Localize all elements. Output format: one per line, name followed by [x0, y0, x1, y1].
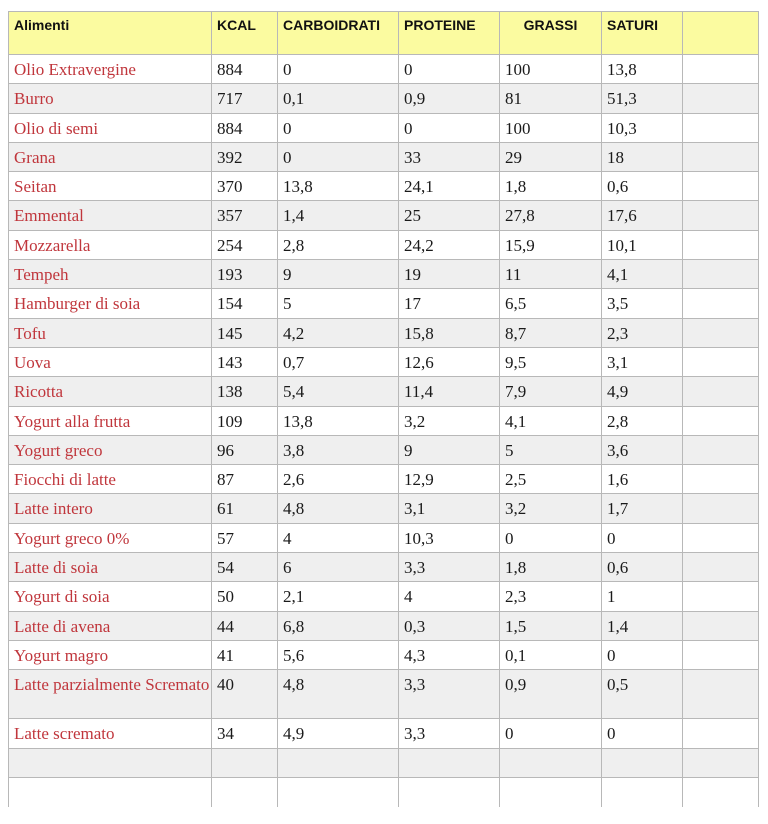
saturated-cell: 0: [602, 640, 683, 669]
empty-cell: [683, 748, 759, 777]
fat-cell: 1,8: [500, 172, 602, 201]
table-row: [9, 494, 759, 523]
carb-cell: 0,1: [278, 84, 399, 113]
empty-cell: [683, 318, 759, 347]
carb-cell: 9: [278, 260, 399, 289]
fat-cell: 29: [500, 142, 602, 171]
empty-cell: [683, 611, 759, 640]
table-body: [9, 55, 759, 808]
fat-cell: 5: [500, 435, 602, 464]
food-name-cell: Grana: [9, 142, 212, 171]
header-grassi: GRASSI: [500, 12, 602, 55]
carb-cell: 4,2: [278, 318, 399, 347]
table-row: [9, 230, 759, 259]
empty-cell: [9, 748, 212, 777]
protein-cell: 15,8: [399, 318, 500, 347]
empty-cell: [683, 201, 759, 230]
saturated-cell: 0: [602, 523, 683, 552]
carb-cell: 1,4: [278, 201, 399, 230]
food-name-cell: Hamburger di soia: [9, 289, 212, 318]
protein-cell: 4,3: [399, 640, 500, 669]
kcal-cell: 370: [212, 172, 278, 201]
empty-cell: [9, 777, 212, 807]
protein-cell: 3,3: [399, 670, 500, 719]
protein-cell: 10,3: [399, 523, 500, 552]
empty-cell: [683, 230, 759, 259]
carb-cell: 0: [278, 142, 399, 171]
kcal-cell: 57: [212, 523, 278, 552]
empty-cell: [602, 777, 683, 807]
kcal-cell: 40: [212, 670, 278, 719]
table-row: [9, 113, 759, 142]
protein-cell: 25: [399, 201, 500, 230]
kcal-cell: 154: [212, 289, 278, 318]
empty-cell: [683, 582, 759, 611]
empty-cell: [683, 347, 759, 376]
table-row: [9, 670, 759, 719]
empty-cell: [500, 777, 602, 807]
empty-cell: [683, 113, 759, 142]
empty-cell: [212, 748, 278, 777]
food-name-cell: Latte scremato: [9, 719, 212, 748]
empty-cell: [683, 465, 759, 494]
saturated-cell: 10,1: [602, 230, 683, 259]
saturated-cell: 0,6: [602, 172, 683, 201]
header-alimenti: Alimenti: [9, 12, 212, 55]
empty-cell: [683, 289, 759, 318]
empty-cell: [683, 719, 759, 748]
saturated-cell: 0,6: [602, 553, 683, 582]
header-row: [9, 12, 759, 55]
fat-cell: 2,3: [500, 582, 602, 611]
empty-cell: [500, 748, 602, 777]
kcal-cell: 145: [212, 318, 278, 347]
fat-cell: 6,5: [500, 289, 602, 318]
fat-cell: 81: [500, 84, 602, 113]
saturated-cell: 1: [602, 582, 683, 611]
empty-cell: [278, 748, 399, 777]
empty-cell: [683, 553, 759, 582]
protein-cell: 24,1: [399, 172, 500, 201]
kcal-cell: 392: [212, 142, 278, 171]
table-row: [9, 347, 759, 376]
kcal-cell: 87: [212, 465, 278, 494]
empty-cell: [683, 523, 759, 552]
saturated-cell: 10,3: [602, 113, 683, 142]
protein-cell: 3,3: [399, 719, 500, 748]
saturated-cell: 51,3: [602, 84, 683, 113]
food-name-cell: Latte intero: [9, 494, 212, 523]
table-row: [9, 435, 759, 464]
food-name-cell: Uova: [9, 347, 212, 376]
food-name-cell: Yogurt greco: [9, 435, 212, 464]
empty-cell: [212, 777, 278, 807]
protein-cell: 17: [399, 289, 500, 318]
header-carboidrati: CARBOIDRATI: [278, 12, 399, 55]
saturated-cell: 3,1: [602, 347, 683, 376]
kcal-cell: 193: [212, 260, 278, 289]
empty-cell: [683, 142, 759, 171]
carb-cell: 4,9: [278, 719, 399, 748]
carb-cell: 4,8: [278, 670, 399, 719]
empty-cell: [399, 777, 500, 807]
table-row: [9, 553, 759, 582]
saturated-cell: 3,5: [602, 289, 683, 318]
protein-cell: 0,9: [399, 84, 500, 113]
kcal-cell: 138: [212, 377, 278, 406]
empty-cell: [683, 494, 759, 523]
food-name-cell: Fiocchi di latte: [9, 465, 212, 494]
table-row: [9, 406, 759, 435]
saturated-cell: 2,3: [602, 318, 683, 347]
empty-cell: [683, 84, 759, 113]
table-row: [9, 640, 759, 669]
table-row: [9, 260, 759, 289]
empty-cell: [683, 55, 759, 84]
empty-cell: [683, 260, 759, 289]
protein-cell: 3,3: [399, 553, 500, 582]
protein-cell: 9: [399, 435, 500, 464]
fat-cell: 1,5: [500, 611, 602, 640]
food-name-cell: Latte parzialmente Scremato: [9, 670, 212, 719]
fat-cell: 0,1: [500, 640, 602, 669]
table-row: [9, 719, 759, 748]
food-name-cell: Yogurt alla frutta: [9, 406, 212, 435]
food-name-cell: Olio Extravergine: [9, 55, 212, 84]
carb-cell: 4,8: [278, 494, 399, 523]
fat-cell: 0: [500, 523, 602, 552]
blank-row: [9, 748, 759, 777]
food-name-cell: Emmental: [9, 201, 212, 230]
empty-cell: [602, 748, 683, 777]
empty-cell: [683, 172, 759, 201]
kcal-cell: 44: [212, 611, 278, 640]
empty-cell: [683, 777, 759, 807]
food-name-cell: Yogurt di soia: [9, 582, 212, 611]
fat-cell: 11: [500, 260, 602, 289]
empty-cell: [683, 406, 759, 435]
food-name-cell: Burro: [9, 84, 212, 113]
empty-cell: [683, 435, 759, 464]
carb-cell: 5,4: [278, 377, 399, 406]
fat-cell: 27,8: [500, 201, 602, 230]
food-name-cell: Tempeh: [9, 260, 212, 289]
saturated-cell: 0,5: [602, 670, 683, 719]
blank-row: [9, 777, 759, 807]
food-name-cell: Tofu: [9, 318, 212, 347]
kcal-cell: 884: [212, 113, 278, 142]
fat-cell: 2,5: [500, 465, 602, 494]
fat-cell: 1,8: [500, 553, 602, 582]
empty-cell: [399, 748, 500, 777]
carb-cell: 5: [278, 289, 399, 318]
protein-cell: 4: [399, 582, 500, 611]
kcal-cell: 254: [212, 230, 278, 259]
table-row: [9, 142, 759, 171]
fat-cell: 9,5: [500, 347, 602, 376]
header-saturi: SATURI: [602, 12, 683, 55]
food-name-cell: Olio di semi: [9, 113, 212, 142]
table-row: [9, 582, 759, 611]
food-name-cell: Yogurt magro: [9, 640, 212, 669]
fat-cell: 15,9: [500, 230, 602, 259]
carb-cell: 0: [278, 55, 399, 84]
protein-cell: 33: [399, 142, 500, 171]
table-row: [9, 289, 759, 318]
food-name-cell: Seitan: [9, 172, 212, 201]
saturated-cell: 18: [602, 142, 683, 171]
kcal-cell: 143: [212, 347, 278, 376]
fat-cell: 0: [500, 719, 602, 748]
kcal-cell: 54: [212, 553, 278, 582]
nutrition-table-sheet: [8, 11, 758, 807]
protein-cell: 12,9: [399, 465, 500, 494]
food-name-cell: Latte di avena: [9, 611, 212, 640]
kcal-cell: 884: [212, 55, 278, 84]
saturated-cell: 4,1: [602, 260, 683, 289]
carb-cell: 13,8: [278, 172, 399, 201]
saturated-cell: 1,7: [602, 494, 683, 523]
carb-cell: 0,7: [278, 347, 399, 376]
carb-cell: 2,8: [278, 230, 399, 259]
protein-cell: 3,2: [399, 406, 500, 435]
nutrition-table: [8, 11, 759, 807]
protein-cell: 0: [399, 55, 500, 84]
kcal-cell: 61: [212, 494, 278, 523]
saturated-cell: 0: [602, 719, 683, 748]
table-row: [9, 523, 759, 552]
carb-cell: 2,1: [278, 582, 399, 611]
empty-cell: [278, 777, 399, 807]
table-row: [9, 465, 759, 494]
saturated-cell: 1,6: [602, 465, 683, 494]
fat-cell: 100: [500, 55, 602, 84]
kcal-cell: 357: [212, 201, 278, 230]
table-row: [9, 377, 759, 406]
carb-cell: 0: [278, 113, 399, 142]
food-name-cell: Mozzarella: [9, 230, 212, 259]
table-row: [9, 172, 759, 201]
carb-cell: 2,6: [278, 465, 399, 494]
empty-cell: [683, 377, 759, 406]
kcal-cell: 50: [212, 582, 278, 611]
food-name-cell: Yogurt greco 0%: [9, 523, 212, 552]
saturated-cell: 13,8: [602, 55, 683, 84]
protein-cell: 19: [399, 260, 500, 289]
protein-cell: 24,2: [399, 230, 500, 259]
kcal-cell: 34: [212, 719, 278, 748]
carb-cell: 5,6: [278, 640, 399, 669]
kcal-cell: 109: [212, 406, 278, 435]
protein-cell: 0: [399, 113, 500, 142]
saturated-cell: 4,9: [602, 377, 683, 406]
protein-cell: 3,1: [399, 494, 500, 523]
table-row: [9, 84, 759, 113]
food-name-cell: Ricotta: [9, 377, 212, 406]
kcal-cell: 96: [212, 435, 278, 464]
fat-cell: 8,7: [500, 318, 602, 347]
saturated-cell: 3,6: [602, 435, 683, 464]
header-kcal: KCAL: [212, 12, 278, 55]
table-row: [9, 201, 759, 230]
saturated-cell: 1,4: [602, 611, 683, 640]
empty-cell: [683, 670, 759, 719]
saturated-cell: 17,6: [602, 201, 683, 230]
carb-cell: 6,8: [278, 611, 399, 640]
table-row: [9, 318, 759, 347]
fat-cell: 7,9: [500, 377, 602, 406]
fat-cell: 3,2: [500, 494, 602, 523]
header-proteine: PROTEINE: [399, 12, 500, 55]
kcal-cell: 41: [212, 640, 278, 669]
saturated-cell: 2,8: [602, 406, 683, 435]
header-empty: [683, 12, 759, 55]
table-row: [9, 611, 759, 640]
protein-cell: 0,3: [399, 611, 500, 640]
food-name-cell: Latte di soia: [9, 553, 212, 582]
protein-cell: 12,6: [399, 347, 500, 376]
fat-cell: 100: [500, 113, 602, 142]
protein-cell: 11,4: [399, 377, 500, 406]
fat-cell: 0,9: [500, 670, 602, 719]
fat-cell: 4,1: [500, 406, 602, 435]
table-row: [9, 55, 759, 84]
kcal-cell: 717: [212, 84, 278, 113]
carb-cell: 4: [278, 523, 399, 552]
carb-cell: 13,8: [278, 406, 399, 435]
carb-cell: 6: [278, 553, 399, 582]
carb-cell: 3,8: [278, 435, 399, 464]
empty-cell: [683, 640, 759, 669]
